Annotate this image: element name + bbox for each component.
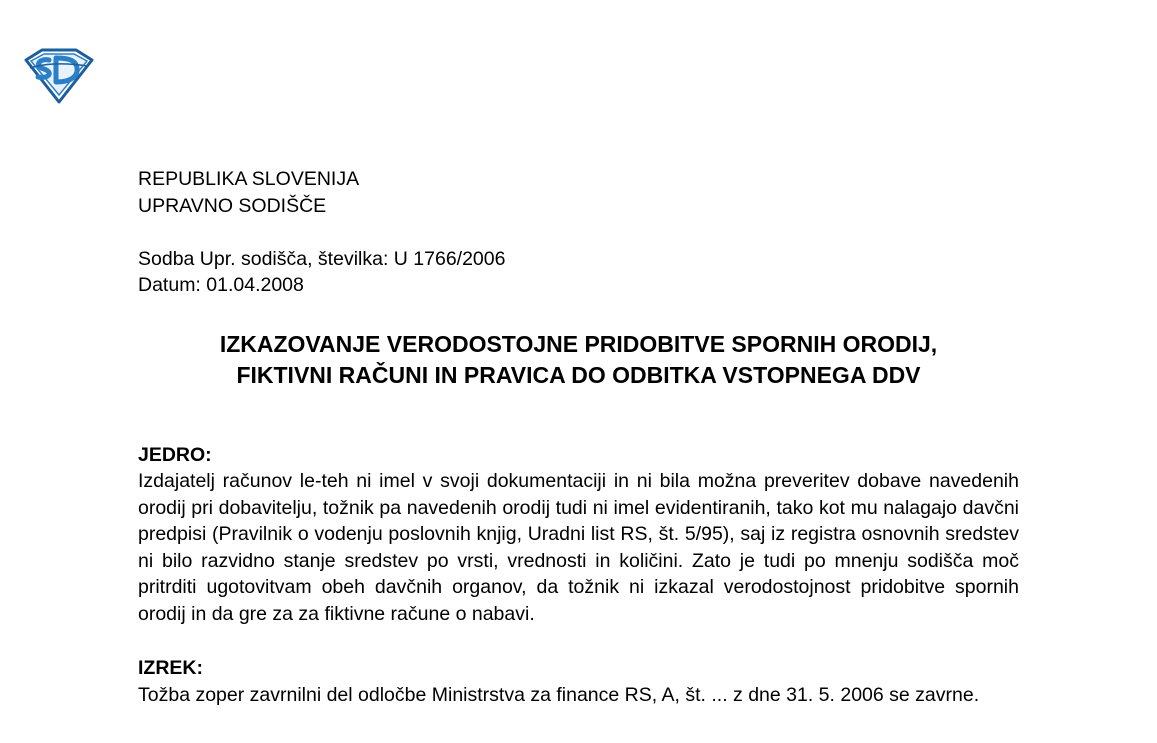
header-court: UPRAVNO SODIŠČE: [138, 194, 327, 217]
spacer: [138, 219, 1019, 246]
header-country: REPUBLIKA SLOVENIJA: [138, 168, 360, 190]
izrek-heading: IZREK:: [138, 657, 203, 679]
jedro-heading: JEDRO:: [138, 443, 212, 466]
judgment-date: Datum: 01.04.2008: [138, 274, 304, 296]
document-page: [138, 166, 1019, 708]
title-line-2: FIKTIVNI RAČUNI IN PRAVICA DO ODBITKA VSTOPNEGA DDV: [236, 361, 921, 388]
jedro-paragraph: Izdajatelj računov le-teh ni imel v svoji dokumentaciji in ni bila možna preveritev dobave navedenih orodij pri dobavitelju, tožnik pa navedenih orodij tudi ni imel evidentiranih, tako kot mu nalagajo davčni predpisi (Pravilnik o vodenju poslovnih knjig, Uradni list RS, št. 5/95), saj iz registra osnovnih sredstev ni bilo razvidno stanje sredstev po vrsti, vrednosti in količini. Zato je tudi po mnenju sodišča moč pritrditi ugotovitvam obeh davčnih organov, da tožnik ni izkazal verodostojnost pridobitve spornih orodij in da gre za za fiktivne račune o nabavi.: [138, 470, 1019, 625]
document-title: [138, 329, 1019, 391]
izrek-paragraph: Tožba zoper zavrnilni del odločbe Ministrstva za finance RS, A, št. ... z dne 31. 5. 2006 se zavrne.: [138, 683, 980, 706]
sd-diamond-logo-icon: [22, 48, 96, 104]
judgment-reference: Sodba Upr. sodišča, številka: U 1766/2006: [138, 247, 506, 270]
sd-logo: [22, 48, 96, 104]
title-line-1: IZKAZOVANJE VERODOSTOJNE PRIDOBITVE SPORNIH ORODIJ,: [219, 330, 938, 357]
